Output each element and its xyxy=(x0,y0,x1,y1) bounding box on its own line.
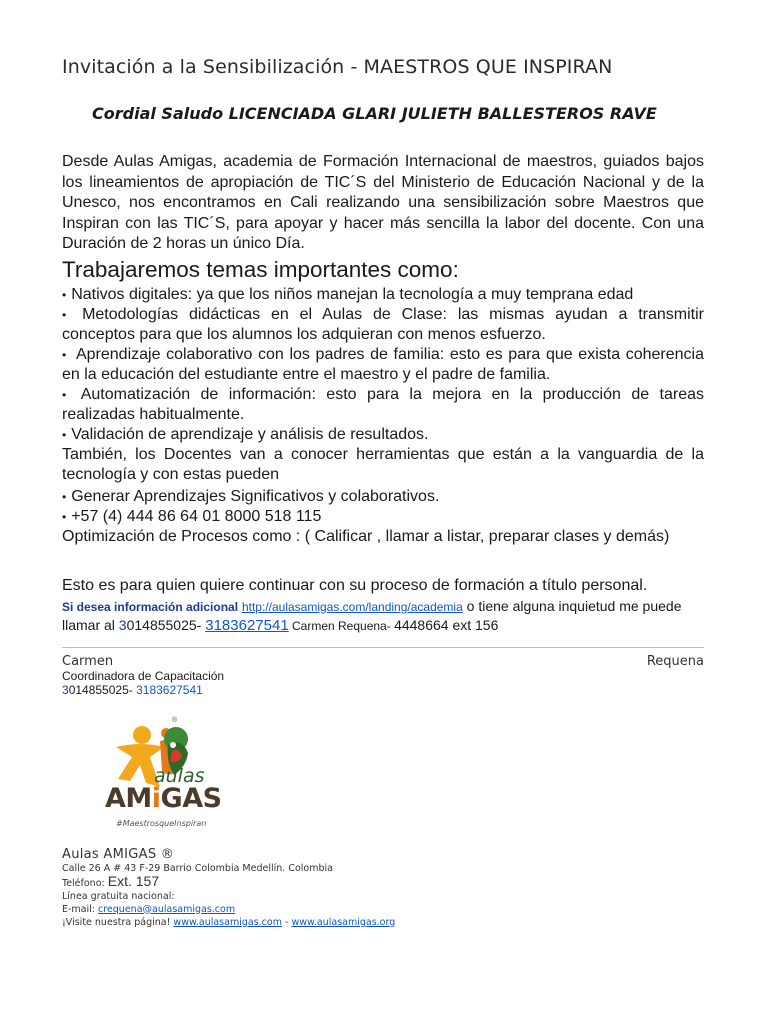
bullet-icon: • xyxy=(62,347,67,362)
logo-amigas-text: AMiGAS xyxy=(105,782,222,814)
footer-address: Calle 26 A # 43 F-29 Barrio Colombia Medellín. Colombia xyxy=(62,862,333,874)
list-item: • Aprendizaje colaborativo con los padres de familia: esto es para que exista coherencia en la educación del estudiante entre el maestro y el padre de familia. xyxy=(62,345,705,383)
topics-list xyxy=(62,285,704,445)
greeting: Cordial Saludo LICENCIADA GLARI JULIETH BALLESTEROS RAVE xyxy=(92,104,657,123)
info-line: Si desea información adicional http://aulasamigas.com/landing/academia o tiene alguna inquietud me puede llamar al 3014855025- 3183627541 Carmen Requena- 4448664 ext 156 xyxy=(62,597,682,634)
divider xyxy=(62,647,704,648)
signature-last-name: Requena xyxy=(646,653,704,669)
continue-text: Esto es para quien quiere continuar con su proceso de formación a título personal. xyxy=(62,576,648,594)
bullet-icon: • xyxy=(62,427,67,442)
footer xyxy=(62,847,704,929)
list-item: • Generar Aprendizajes Significativos y colaborativos. xyxy=(62,487,440,505)
bullet-icon: • xyxy=(62,509,67,524)
footer-web: ¡Visite nuestra página! www.aulasamigas.com - www.aulasamigas.org xyxy=(62,916,396,928)
academia-link[interactable]: http://aulasamigas.com/landing/academia xyxy=(241,599,463,614)
web-link-com[interactable]: www.aulasamigas.com xyxy=(173,916,282,928)
bullet-icon: • xyxy=(62,489,67,504)
footer-email: E-mail: crequena@aulasamigas.com xyxy=(62,903,236,915)
bullet-icon: • xyxy=(62,387,67,402)
list-item: • Nativos digitales: ya que los niños manejan la tecnología a muy temprana edad xyxy=(62,285,634,303)
bullet-icon: • xyxy=(62,287,67,302)
document-page xyxy=(62,56,704,929)
footer-phone: Teléfono: Ext. 157 xyxy=(62,872,160,889)
phone-link[interactable]: 3183627541 xyxy=(205,616,289,634)
bullet-icon: • xyxy=(62,307,67,322)
list-item: • Validación de aprendizaje y análisis de resultados. xyxy=(62,425,429,443)
footer-company: Aulas AMIGAS ® xyxy=(62,846,175,862)
signature-first-name: Carmen xyxy=(62,653,114,669)
signature-names xyxy=(62,654,704,669)
topics-heading: Trabajaremos temas importantes como: xyxy=(62,256,459,282)
signature-role: Coordinadora de Capacitación xyxy=(62,668,225,683)
signature-phones: 3014855025- 3183627541 xyxy=(62,682,203,697)
list-item: • Metodologías didácticas en el Aulas de Clase: las mismas ayudan a transmitir conceptos para que los alumnos los adquieran con menos esfuerzo. xyxy=(62,305,704,343)
footer-free-line: Línea gratuita nacional: xyxy=(62,890,175,902)
aulas-amigas-logo: ® aulas AMiGAS #MaestrosqueInspiran xyxy=(102,717,222,837)
tools-paragraph: También, los Docentes van a conocer herramientas que están a la vanguardia de la tecnología y con estas pueden xyxy=(62,445,704,483)
web-link-org[interactable]: www.aulasamigas.org xyxy=(291,916,396,928)
optimization-paragraph: Optimización de Procesos como : ( Calificar , llamar a listar, preparar clases y demás) xyxy=(62,527,670,545)
info-label: Si desea información adicional xyxy=(62,599,239,614)
tools-list xyxy=(62,487,704,527)
intro-paragraph: Desde Aulas Amigas, academia de Formación Internacional de maestros, guiados bajos los lineamientos de apropiación de TIC´S del Ministerio de Educación Nacional y de la Unesco, nos encontramos en Cali realizando una sensibilización sobre Maestros que Inspiran con las TIC´S, para apoyar y hacer más sencilla la labor del docente. Con una Duración de 2 horas un único Día. xyxy=(62,153,704,252)
logo-aulas-text: aulas xyxy=(154,764,205,787)
list-item: • +57 (4) 444 86 64 01 8000 518 115 xyxy=(62,507,322,525)
signature-phone-link[interactable]: 3183627541 xyxy=(136,682,203,697)
document-title: Invitación a la Sensibilización - MAESTROS QUE INSPIRAN xyxy=(62,56,613,78)
logo-tagline: #MaestrosqueInspiran xyxy=(116,818,207,828)
email-link[interactable]: crequena@aulasamigas.com xyxy=(98,903,236,915)
list-item: • Automatización de información: esto para la mejora en la producción de tareas realizadas habitualmente. xyxy=(62,385,704,423)
